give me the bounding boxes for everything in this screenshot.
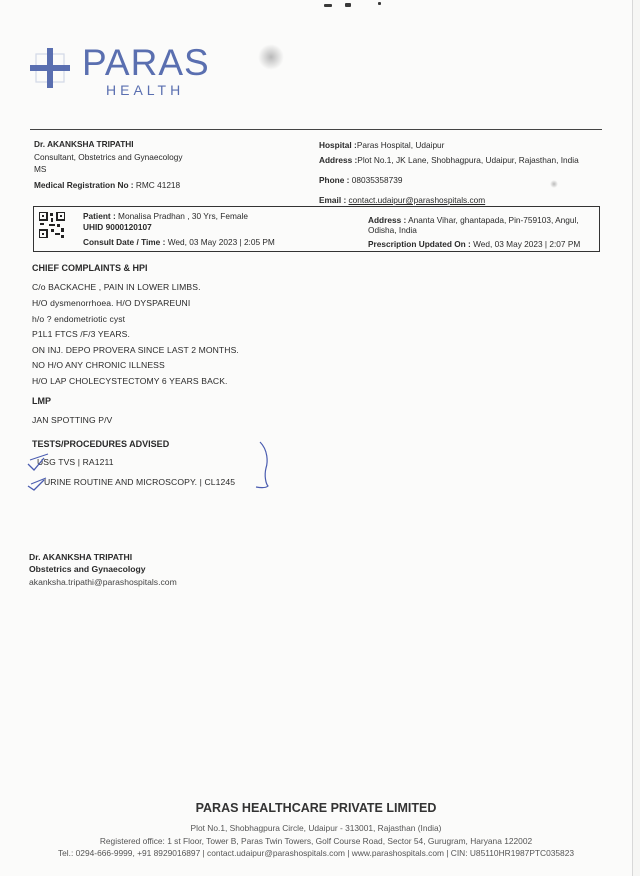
scan-smudge	[258, 44, 284, 70]
updated-label: Prescription Updated On :	[368, 239, 471, 249]
handwritten-ticks	[22, 440, 282, 500]
sig-email: akanksha.tripathi@parashospitals.com	[29, 577, 177, 587]
complaints-title: CHIEF COMPLAINTS & HPI	[32, 263, 148, 273]
updated-value: Wed, 03 May 2023 | 2:07 PM	[473, 239, 581, 249]
address-label: Address :	[319, 155, 358, 165]
doctor-name: Dr. AKANKSHA TRIPATHI	[34, 139, 134, 149]
signature-block	[29, 552, 177, 589]
complaint-line: P1L1 FTCS /F/3 YEARS.	[32, 329, 130, 339]
reg-value: RMC 41218	[135, 179, 181, 190]
complaint-line: ON INJ. DEPO PROVERA SINCE LAST 2 MONTHS.	[32, 345, 239, 355]
patient-address-line2: Odisha, India	[368, 225, 417, 235]
tests-title: TESTS/PROCEDURES ADVISED	[32, 439, 170, 449]
complaint-line: NO H/O ANY CHRONIC ILLNESS	[32, 360, 165, 370]
paras-cross-icon	[30, 48, 74, 92]
sig-name: Dr. AKANKSHA TRIPATHI	[29, 552, 133, 562]
patient-info-box	[33, 206, 600, 252]
email-label: Email :	[319, 195, 347, 205]
consult-label: Consult Date / Time :	[83, 237, 166, 247]
sig-dept: Obstetrics and Gynaecology	[29, 563, 146, 574]
patient-label: Patient :	[83, 211, 116, 221]
footer-plot: Plot No.1, Shobhagpura Circle, Udaipur - 313001, Rajasthan (India)	[190, 823, 442, 833]
footer-company: PARAS HEALTHCARE PRIVATE LIMITED	[195, 801, 437, 815]
scan-speck	[345, 3, 351, 7]
phone-label: Phone :	[319, 175, 350, 185]
scan-speck	[378, 2, 381, 5]
doctor-info	[34, 138, 183, 191]
qr-code-icon	[39, 212, 65, 238]
brand-sub: HEALTH	[106, 82, 185, 98]
doctor-title: Consultant, Obstetrics and Gynaecology	[34, 151, 183, 162]
scan-speck	[324, 4, 332, 7]
paras-health-logo	[30, 44, 210, 97]
consult-value: Wed, 03 May 2023 | 2:05 PM	[167, 237, 275, 247]
doctor-degree: MS	[34, 164, 47, 174]
test-item: URINE ROUTINE AND MICROSCOPY. | CL1245	[44, 477, 236, 487]
complaint-line: H/O dysmenorrhoea. H/O DYSPAREUNI	[32, 298, 191, 308]
complaint-line: H/O LAP CHOLECYSTECTOMY 6 YEARS BACK.	[32, 376, 228, 386]
complaint-line: h/o ? endometriotic cyst	[32, 314, 126, 324]
uhid: UHID 9000120107	[83, 221, 152, 232]
hospital-info	[319, 140, 579, 210]
hospital-value: Paras Hospital, Udaipur	[356, 140, 445, 150]
header-divider	[30, 129, 602, 130]
patient-address-line1: Ananta Vihar, ghantapada, Pin-759103, Angul,	[408, 215, 579, 225]
address-value: Plot No.1, JK Lane, Shobhagpura, Udaipur, Rajasthan, India	[357, 155, 579, 165]
footer-registered: Registered office: 1 st Floor, Tower B, Paras Twin Towers, Golf Course Road, Sector 54, Gurugram, Haryana 122002	[99, 836, 533, 846]
patient-address-label: Address :	[368, 215, 407, 225]
brand-name: PARAS	[82, 42, 210, 83]
complaint-line: C/o BACKACHE , PAIN IN LOWER LIMBS.	[32, 282, 201, 292]
test-item: USG TVS | RA1211	[37, 457, 114, 467]
reg-label: Medical Registration No :	[34, 179, 134, 190]
phone-value: 08035358739	[351, 175, 403, 185]
patient-value: Monalisa Pradhan , 30 Yrs, Female	[118, 211, 248, 221]
hospital-label: Hospital :	[319, 140, 357, 150]
lmp-title: LMP	[32, 396, 51, 406]
lmp-value: JAN SPOTTING P/V	[32, 415, 113, 425]
footer-contact: Tel.: 0294-666-9999, +91 8929016897 | contact.udaipur@parashospitals.com | www.parashospitals.com | CIN: U85110HR1987PTC035823	[57, 848, 575, 858]
email-link[interactable]: contact.udaipur@parashospitals.com	[348, 195, 486, 205]
